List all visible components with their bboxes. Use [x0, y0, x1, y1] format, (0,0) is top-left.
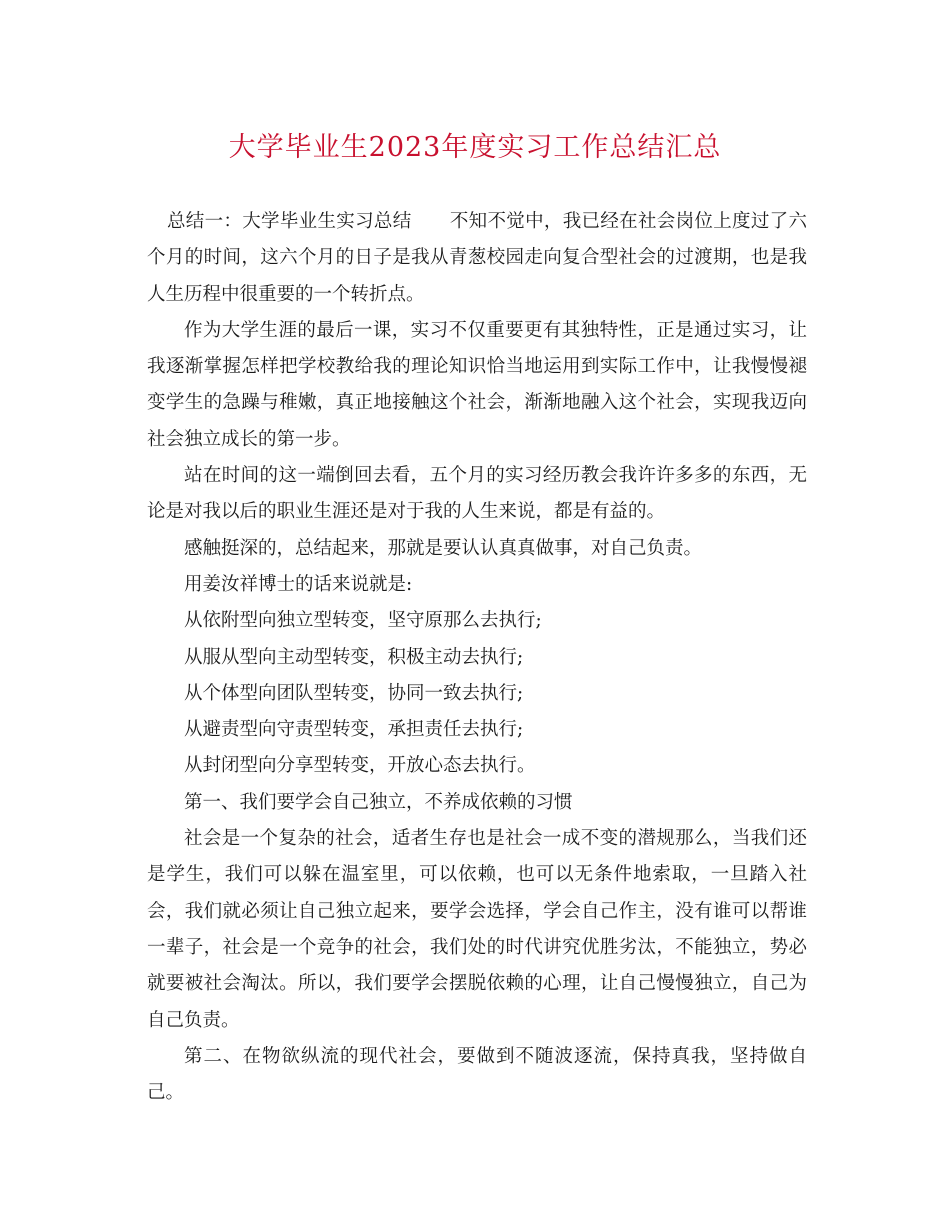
section-heading: 第二、在物欲纵流的现代社会，要做到不随波逐流，保持真我，坚持做自己。 [147, 1045, 807, 1104]
list-line: 从封闭型向分享型转变，开放心态去执行。 [184, 755, 536, 777]
document-title: 大学毕业生2023年度实习工作总结汇总 [228, 132, 722, 163]
intro-paragraph [147, 204, 807, 313]
intro-heading: 总结一：大学毕业生实习总结 [167, 211, 412, 232]
paragraph: 社会是一个复杂的社会，适者生存也是社会一成不变的潜规那么，当我们还是学生，我们可以躲在温室里，可以依赖，也可以无条件地索取，一旦踏入社会，我们就必须让自己独立起来，要学会选择，学会自己作主，没有谁可以帮谁一辈子，社会是一个竞争的社会，我们处的时代讲究优胜劣汰，不能独立，势必就要被社会淘汰。所以，我们要学会摆脱依赖的心理，让自己慢慢独立，自己为自己负责。 [147, 828, 807, 1031]
paragraph: 感触挺深的，总结起来，那就是要认认真真做事，对自己负责。 [184, 537, 703, 559]
list-line: 从避责型向守责型转变，承担责任去执行; [184, 719, 524, 741]
paragraph: 作为大学生涯的最后一课，实习不仅重要更有其独特性，正是通过实习，让我逐渐掌握怎样把学校教给我的理论知识恰当地运用到实际工作中，让我慢慢褪变学生的急躁与稚嫩，真正地接触这个社会，渐渐地融入这个社会，实现我迈向社会独立成长的第一步。 [147, 319, 807, 450]
document-body [147, 204, 807, 1111]
list-line: 从服从型向主动型转变，积极主动去执行; [184, 646, 524, 668]
section-heading: 第一、我们要学会自己独立，不养成依赖的习惯 [184, 791, 573, 813]
paragraph: 用姜汝祥博士的话来说就是: [184, 573, 413, 595]
paragraph: 站在时间的这一端倒回去看，五个月的实习经历教会我许许多多的东西，无论是对我以后的职业生涯还是对于我的人生来说，都是有益的。 [147, 465, 807, 523]
list-line: 从依附型向独立型转变，坚守原那么去执行; [184, 610, 542, 632]
intro-text: 不知不觉中，我已经在社会岗位上度过了六个月的时间，这六个月的日子是我从青葱校园走向复合型社会的过渡期，也是我人生历程中很重要的一个转折点。 [147, 211, 807, 305]
list-line: 从个体型向团队型转变，协同一致去执行; [184, 682, 524, 704]
